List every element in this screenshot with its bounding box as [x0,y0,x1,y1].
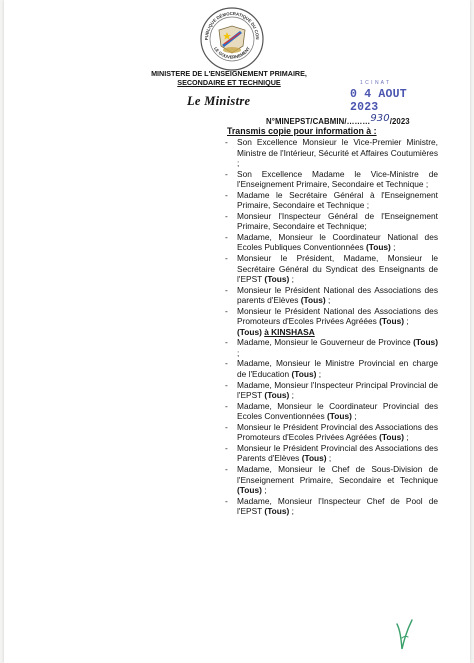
recipient-terminator: ; [289,274,294,285]
recipient-location: à KINSHASA [264,326,315,337]
government-seal-icon [199,6,265,72]
reference-handwritten-number: 930 [370,113,390,124]
recipient-scope: (Tous) [379,432,404,443]
recipient-text: Madame, Monsieur l'Inspecteur Principal Provincial de l'EPST [237,379,438,401]
list-dash: - [225,168,228,179]
recipient-scope: (Tous) [264,506,290,517]
distribution-heading: Transmis copie pour information à : [227,126,377,136]
recipient-text: Madame, Monsieur l'Inspecteur Chef de Pool de l'EPST [237,495,438,517]
recipient-scope: (Tous) [327,411,352,422]
recipient-continuation [222,327,438,338]
recipient-item [222,211,438,232]
recipient-item [222,443,438,464]
recipient-text: Monsieur le Président, Madame, Monsieur le Secrétaire Général du Syndicat des Enseignants de l'EPST [237,253,438,285]
recipient-text: Monsieur le Président Provincial des Associations des Promoteurs d'Ecoles Privées Agréées [237,421,438,443]
seal-arc-top-text: PUBLIQUE DÉMOCRATIQUE DU CON [203,10,261,41]
recipient-item [222,137,438,169]
recipient-scope: (Tous) [237,485,262,496]
list-dash: - [225,253,228,264]
date-stamp [346,80,440,114]
recipient-text: Madame, Monsieur le Coordinateur National des Ecoles Publiques Conventionnées [237,231,438,253]
recipient-terminator: ; [289,390,294,401]
recipient-scope: (Tous) [237,326,262,337]
recipient-terminator: ; [261,485,267,496]
recipient-text: Monsieur l'Inspecteur Général de l'Enseignement Primaire, Secondaire et Technique; [237,210,438,232]
list-dash: - [225,137,228,147]
recipient-scope: (Tous) [291,369,317,380]
recipient-terminator: ; [351,411,357,422]
list-dash: - [225,284,228,295]
recipient-text: Madame, Monsieur le Gouverneur de Province [237,337,411,348]
recipient-text: Madame le Secrétaire Général à l'Enseignement Primaire, Secondaire et Technique ; [237,189,438,211]
list-dash: - [225,379,228,390]
recipient-item [222,232,438,253]
recipient-item [222,190,438,211]
ministry-header-line2: SECONDAIRE ET TECHNIQUE [177,78,281,87]
minister-title: Le Ministre [187,94,251,108]
list-dash: - [225,337,228,348]
list-dash: - [225,305,228,316]
list-dash: - [225,189,228,200]
recipient-terminator: ; [325,295,331,306]
list-dash: - [225,400,228,411]
seal-arc-bottom-text: LE GOUVERNEMENT [213,45,251,60]
reference-suffix: /2023 [389,117,410,126]
recipient-item [222,422,438,443]
recipient-item [222,464,438,496]
recipient-list [222,137,438,517]
recipient-text: Madame, Monsieur le Ministre Provincial en charge de l'Education [237,358,438,380]
recipient-text: Monsieur le Président Provincial des Associations des Parents d'Elèves [237,442,438,464]
list-dash: - [225,358,228,369]
recipient-terminator: ; [237,347,240,358]
list-dash: - [225,210,228,221]
list-dash: - [225,463,228,474]
list-dash: - [225,495,228,506]
recipient-terminator: ; [390,242,396,253]
document-page [4,0,470,663]
recipient-terminator: ; [404,432,409,443]
recipient-text: Son Excellence Madame le Vice-Ministre de l'Enseignement Primaire, Secondaire et Technique ; [237,168,438,190]
recipient-scope: (Tous) [301,453,327,464]
recipient-text: Monsieur le Président National des Associations des Promoteurs d'Ecoles Privées Agréées [237,305,438,327]
recipient-item [222,380,438,401]
recipient-item [222,253,438,285]
recipient-scope: (Tous) [264,390,290,401]
recipient-scope: (Tous) [365,242,391,253]
recipient-text: Madame, Monsieur le Coordinateur Provincial des Ecoles Conventionnées [237,400,438,422]
recipient-item [222,337,438,358]
recipient-terminator: ; [404,316,409,327]
date-stamp-date: 0 4 AOUT 2023 [350,88,407,114]
recipient-terminator: ; [316,369,322,380]
recipient-text: Madame, Monsieur le Chef de Sous-Division de l'Enseignement Primaire, Secondaire et Technique [237,463,438,485]
list-dash: - [225,442,228,453]
recipient-item [222,285,438,306]
reference-prefix: N°MINEPST/CABMIN/……… [266,117,371,126]
recipient-terminator: ; [326,453,332,464]
date-stamp-top: 1 C I N A T [360,80,390,86]
recipient-scope: (Tous) [379,316,404,327]
ministry-header-line1: MINISTERE DE L'ENSEIGNEMENT PRIMAIRE, [151,69,307,78]
recipient-text: Monsieur le Président National des Associations des parents d'Elèves [237,284,438,306]
recipient-item [222,306,438,327]
list-dash: - [225,421,228,432]
recipient-scope: (Tous) [413,337,438,348]
list-dash: - [225,231,228,242]
recipient-scope: (Tous) [264,274,290,285]
recipient-item [222,358,438,379]
recipient-terminator: ; [289,506,294,517]
recipient-scope: (Tous) [300,295,326,306]
recipient-text: Son Excellence Monsieur le Vice-Premier Ministre, Ministre de l'Intérieur, Sécurité et Affaires Coutumières ; [237,137,438,169]
recipient-item [222,496,438,517]
recipient-item [222,401,438,422]
recipient-item [222,169,438,190]
ministry-header [139,69,319,87]
signature-mark-icon [394,618,414,652]
